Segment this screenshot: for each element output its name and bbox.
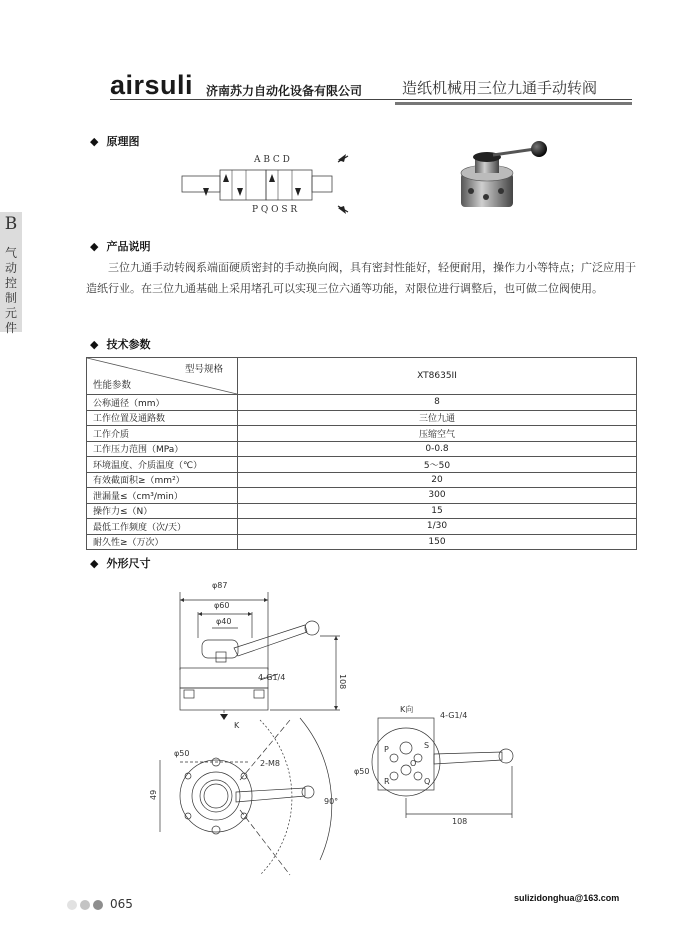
port-s: S — [424, 741, 430, 750]
section-title: 产品说明 — [106, 240, 151, 253]
page-number: 065 — [110, 897, 133, 911]
value-cell: 20 — [238, 472, 637, 488]
brand-logo: airsuli — [110, 70, 194, 100]
dim-phi40: φ40 — [216, 617, 232, 626]
param-cell: 工作位置及通路数 — [87, 410, 238, 426]
table-header-row — [87, 358, 637, 395]
section-title: 外形尺寸 — [106, 557, 151, 570]
product-title: 造纸机械用三位九通手动转阀 — [402, 79, 598, 97]
dim-m8: 2-M8 — [260, 759, 280, 768]
value-cell: 三位九通 — [238, 410, 637, 426]
page-dots-icon — [66, 898, 106, 912]
section-heading-tech — [90, 336, 150, 352]
product-description: 三位九通手动转阀系端面硬质密封的手动换向阀，具有密封性能好，轻便耐用，操作力小等特点；广泛应用于造纸行业。在三位九通基础上采用堵孔可以实现三位六通等功能，对限位进行调整后，也可做二位阀使用。 — [86, 261, 636, 295]
value-cell: 150 — [238, 534, 637, 550]
dim-angle: 90° — [324, 797, 339, 806]
param-cell: 泄漏量≤（cm³/min） — [87, 488, 238, 504]
value-cell: 15 — [238, 503, 637, 519]
dim-thread-k: 4-G1/4 — [440, 711, 468, 720]
schematic-top-ports: A B C D — [254, 155, 290, 165]
section-title: 原理图 — [106, 135, 140, 148]
param-cell: 环境温度、介质温度（℃） — [87, 457, 238, 473]
value-cell: 1/30 — [238, 519, 637, 535]
model-cell: XT8635II — [238, 358, 637, 395]
table-row — [87, 488, 637, 504]
table-row — [87, 503, 637, 519]
header-rule — [110, 99, 632, 100]
table-row — [87, 519, 637, 535]
dimension-drawing — [140, 570, 660, 890]
dim-phi60: φ60 — [214, 601, 230, 610]
value-cell: 0-0.8 — [238, 441, 637, 457]
port-q: Q — [424, 777, 431, 786]
company-name: 济南苏力自动化设备有限公司 — [206, 84, 363, 98]
product-photo — [455, 135, 555, 215]
section-heading-dimensions — [90, 555, 150, 571]
param-cell: 工作介质 — [87, 426, 238, 442]
table-row — [87, 472, 637, 488]
port-o: O — [410, 759, 417, 768]
table-row — [87, 410, 637, 426]
header-param-label: 性能参数 — [93, 380, 132, 391]
port-p: P — [384, 745, 389, 754]
param-cell: 最低工作频度（次/天） — [87, 519, 238, 535]
diamond-bullet-icon: ◆ — [90, 240, 99, 253]
param-cell: 公称通径（mm） — [87, 395, 238, 411]
value-cell: 8 — [238, 395, 637, 411]
diamond-bullet-icon: ◆ — [90, 338, 99, 351]
dim-len108: 108 — [452, 817, 468, 826]
spec-table — [86, 357, 637, 550]
param-cell: 工作压力范围（MPa） — [87, 441, 238, 457]
dim-w49: 49 — [149, 789, 158, 800]
diamond-bullet-icon: ◆ — [90, 557, 99, 570]
table-row — [87, 395, 637, 411]
dim-phi87: φ87 — [212, 581, 228, 590]
k-mark: K — [234, 721, 240, 730]
param-cell: 有效截面积≥（mm²） — [87, 472, 238, 488]
value-cell: 压缩空气 — [238, 426, 637, 442]
schematic-bottom-ports: P Q O S R — [252, 205, 298, 215]
dim-h108: 108 — [338, 674, 347, 690]
valve-schematic — [180, 148, 360, 218]
dim-phi50-k: φ50 — [354, 767, 370, 776]
value-cell: 5～50 — [238, 457, 637, 473]
table-row — [87, 426, 637, 442]
dim-thread-front: 4-G1/4 — [258, 673, 286, 682]
diamond-bullet-icon: ◆ — [90, 135, 99, 148]
table-row — [87, 457, 637, 473]
table-corner-cell — [87, 358, 238, 395]
table-row — [87, 441, 637, 457]
section-heading-description — [90, 238, 150, 254]
param-cell: 耐久性≥（万次） — [87, 534, 238, 550]
side-tab-text: 气动控制元件 — [4, 246, 17, 335]
dim-phi50-top: φ50 — [174, 749, 190, 758]
table-row — [87, 534, 637, 550]
k-view-label: K向 — [400, 705, 414, 714]
contact-email: sulizidonghua@163.com — [514, 893, 620, 903]
section-title: 技术参数 — [106, 338, 151, 351]
side-tab-letter: B — [4, 214, 18, 234]
param-cell: 操作力≤（N） — [87, 503, 238, 519]
header-rule-thick — [395, 102, 632, 105]
port-r: R — [384, 777, 390, 786]
section-heading-principle — [90, 133, 139, 149]
header-model-label: 型号规格 — [184, 364, 223, 375]
value-cell: 300 — [238, 488, 637, 504]
